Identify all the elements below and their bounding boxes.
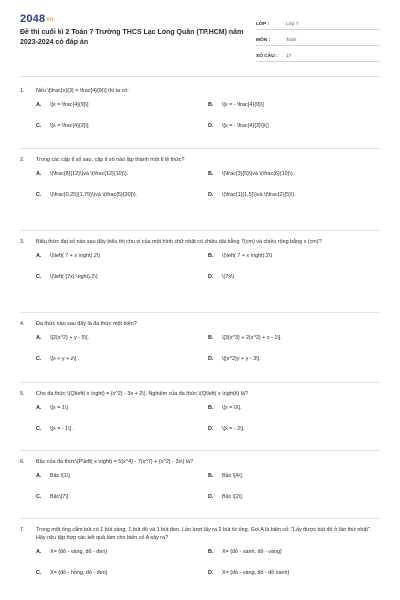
options	[20, 171, 380, 207]
meta-label: SỐ CÂU :	[256, 54, 278, 59]
question-number: 3.	[20, 239, 25, 245]
option-text: \(\frac{8}{12}\)và \(\frac{12}{10}\).	[50, 171, 129, 177]
option-text: \[x = - 1\] .	[50, 425, 75, 432]
option-letter: C.	[36, 493, 42, 500]
question-number: 4.	[20, 321, 25, 327]
meta-row-class	[256, 16, 380, 30]
option-b[interactable]	[208, 102, 380, 110]
question-text: Bậc của đa thức\(P\left( x \right) = 5{x^4} - 7{x^7} + {x^2} - 3x\) là?	[36, 459, 194, 465]
document-header	[20, 13, 380, 61]
meta-value: 17	[286, 54, 292, 59]
option-text: \(\left( 7 + x \right).2\)	[222, 253, 273, 259]
document-title: Đề thi cuối kì 2 Toán 7 Trường THCS Lạc Long Quân (TP.HCM) năm 2023-2024 có đáp án	[20, 29, 244, 46]
brand-name: 2048	[20, 13, 46, 25]
option-c[interactable]	[36, 570, 208, 578]
brand-logo[interactable]	[20, 13, 252, 25]
option-letter: B.	[208, 102, 214, 108]
question-3	[20, 231, 380, 313]
option-letter: C.	[36, 425, 42, 432]
option-a[interactable]	[36, 102, 208, 110]
option-text: \[x = - 2\].	[222, 425, 245, 432]
option-text: X= {đỏ - vàng, đỏ - đỏ xanh}	[222, 569, 290, 576]
meta-value: Toán	[286, 38, 297, 43]
option-letter: D.	[208, 191, 214, 198]
option-letter: A.	[36, 549, 42, 555]
options	[20, 102, 380, 143]
option-letter: C.	[36, 122, 42, 129]
question-line	[20, 87, 380, 95]
option-a[interactable]	[36, 405, 208, 413]
option-d[interactable]	[208, 426, 380, 434]
option-letter: C.	[36, 191, 42, 198]
option-letter: D.	[208, 425, 214, 432]
option-d[interactable]	[208, 494, 380, 502]
option-text: \[3{x^3} + 2{x^2} + x - 1\].	[222, 335, 282, 341]
question-5	[20, 383, 380, 451]
options	[20, 405, 380, 446]
options	[20, 335, 380, 376]
option-text: X= {đỏ - vàng, đỏ - đen}	[50, 549, 108, 555]
option-text: \[x = - \frac{4}{3}\]\()	[222, 122, 269, 129]
question-number: 1.	[20, 88, 25, 94]
option-d[interactable]	[208, 192, 380, 200]
option-letter: B.	[208, 253, 214, 259]
option-text: X= {đỏ - xanh, đỏ - vàng}	[222, 549, 282, 555]
question-text: Trong một ống cắm bút có 1 bút vàng, 1 bút đỏ và 1 bút đen. Lần lượt lấy ra 2 bút từ ống. Gọi A là biến cố: "Lấy được bút đỏ ở lần thứ nhất". Hãy nêu tập hợp các kết quả làm cho biến cố A xảy ra?	[36, 527, 372, 541]
option-b[interactable]	[208, 473, 380, 481]
brand-suffix: vn	[46, 17, 54, 23]
option-letter: A.	[36, 405, 42, 411]
meta-value: Lớp 7	[286, 22, 299, 27]
question-text: Trong các cặp tỉ số sau, cặp tỉ số nào lập thành một tỉ lệ thức?	[36, 157, 185, 163]
option-text: Bậc\[7\] .	[50, 493, 72, 500]
meta-label: MÔN :	[256, 38, 271, 43]
option-c[interactable]	[36, 123, 208, 131]
option-letter: A.	[36, 335, 42, 341]
option-d[interactable]	[208, 570, 380, 578]
question-line	[20, 458, 380, 466]
document-meta	[256, 16, 380, 61]
option-letter: B.	[208, 335, 214, 341]
question-line	[20, 320, 380, 328]
question-6	[20, 451, 380, 519]
question-line	[20, 390, 380, 398]
option-d[interactable]	[208, 123, 380, 131]
option-letter: A.	[36, 253, 42, 259]
option-text: \(\frac{1}{1,5}\)và \(\frac{2}{5}\).	[222, 191, 296, 198]
option-letter: A.	[36, 171, 42, 177]
option-a[interactable]	[36, 253, 208, 261]
option-b[interactable]	[208, 171, 380, 179]
option-a[interactable]	[36, 549, 208, 557]
option-letter: C.	[36, 273, 42, 280]
options	[20, 473, 380, 514]
option-c[interactable]	[36, 274, 208, 282]
question-4	[20, 313, 380, 383]
question-number: 2.	[20, 157, 25, 163]
question-2	[20, 149, 380, 231]
header-left	[20, 13, 252, 61]
options	[20, 549, 380, 590]
question-line	[20, 238, 380, 246]
question-text: Nếu \[\frac{x}{3} = \frac{4}{9}\] thì ta có:	[36, 88, 129, 94]
option-c[interactable]	[36, 192, 208, 200]
option-text: \[x = \frac{4}{9}\]	[50, 102, 89, 108]
option-text: \(\frac{0,25}{1,75}\)và \(\frac{5}{30}\).	[50, 191, 138, 198]
option-d[interactable]	[208, 356, 380, 364]
option-letter: B.	[208, 171, 214, 177]
meta-label: LỚP :	[256, 22, 270, 27]
option-text: Bậc \[4\].	[222, 473, 244, 479]
question-number: 5.	[20, 391, 25, 397]
option-a[interactable]	[36, 335, 208, 343]
option-a[interactable]	[36, 473, 208, 481]
option-text: \(7x\)	[222, 273, 235, 280]
question-line	[20, 156, 380, 164]
meta-row-count	[256, 48, 380, 62]
question-text: Đa thức nào sau đây là đa thức một biến?	[36, 321, 137, 327]
option-b[interactable]	[208, 253, 380, 261]
option-text: Bậc \[1\]	[50, 473, 70, 479]
option-letter: A.	[36, 473, 42, 479]
option-text: \(\left( {7x} \right).2\)	[50, 273, 98, 280]
options	[20, 253, 380, 294]
option-text: \[{x^2}y + y - 3\].	[222, 355, 261, 362]
option-text: \[x = \frac{4}{3}\]	[50, 122, 89, 129]
question-text: Biểu thức đại số nào sau đây biểu thị chu vi của một hình chữ nhật có chiều dài bằng 7(cm) và chiều rộng bằng x (cm)?	[36, 239, 322, 245]
option-b[interactable]	[208, 405, 380, 413]
option-letter: C.	[36, 569, 42, 576]
question-line	[20, 526, 380, 542]
option-letter: D.	[208, 122, 214, 129]
option-letter: A.	[36, 102, 42, 108]
option-letter: C.	[36, 355, 42, 362]
question-text: Cho đa thức \(Q\left( x \right) = {x^2} - 3x + 2\). Nghiệm của đa thức \(Q\left( x \right)\) là?	[36, 391, 248, 397]
option-letter: B.	[208, 405, 214, 411]
meta-row-subject	[256, 32, 380, 46]
option-c[interactable]	[36, 356, 208, 364]
option-c[interactable]	[36, 494, 208, 502]
option-text: \[x = - \frac{4}{9}\]	[222, 102, 264, 108]
option-d[interactable]	[208, 274, 380, 282]
question-number: 6.	[20, 459, 25, 465]
option-a[interactable]	[36, 171, 208, 179]
option-text: \(\frac{3}{5}\)và \(\frac{6}{10}\).	[222, 171, 295, 177]
option-text: \[x = 0\].	[222, 405, 242, 411]
option-letter: D.	[208, 273, 214, 280]
option-b[interactable]	[208, 549, 380, 557]
question-1	[20, 77, 380, 149]
option-b[interactable]	[208, 335, 380, 343]
option-text: Bậc \[2\].	[222, 493, 244, 500]
option-text: X= {đỏ - hồng, đỏ - đen}	[50, 569, 108, 576]
option-text: \[x + y + z\] .	[50, 355, 80, 362]
option-text: \[x = 1\]	[50, 405, 68, 411]
question-number: 7.	[20, 527, 25, 533]
option-c[interactable]	[36, 426, 208, 434]
option-text: \(\left( 7 + x \right).2\)	[50, 253, 101, 259]
option-letter: B.	[208, 549, 214, 555]
option-letter: D.	[208, 493, 214, 500]
option-letter: D.	[208, 569, 214, 576]
option-text: \[2{x^2} + y - 5\].	[50, 335, 89, 341]
option-letter: D.	[208, 355, 214, 362]
option-letter: B.	[208, 473, 214, 479]
question-7	[20, 519, 380, 590]
